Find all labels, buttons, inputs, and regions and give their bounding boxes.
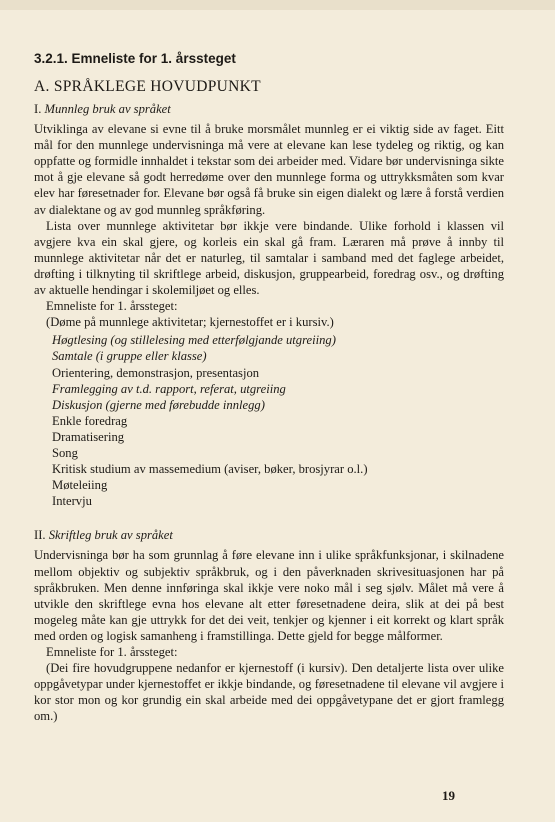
spacer — [34, 509, 504, 527]
subsection-1-number: I. — [34, 102, 42, 116]
subsection-2-title: Skriftleg bruk av språket — [48, 528, 173, 543]
activity-list-item: Høgtlesing (og stillelesing med etterfølgjande utgreiing) — [52, 333, 336, 348]
activity-list-item: Orientering, demonstrasjon, presentasjon — [52, 365, 260, 380]
activity-list-item: Møteleiing — [52, 478, 108, 493]
activity-list-item: Intervju — [52, 494, 92, 509]
subsection-1-title: Munnleg bruk av språket — [44, 102, 171, 116]
page-number: 19 — [442, 788, 455, 803]
subsection-1-note: (Døme på munnlege aktivitetar; kjernestoffet er i kursiv.) — [46, 315, 334, 330]
subsection-1-paragraph-2: Lista over munnlege aktivitetar bør ikkje vere bindande. Ulike forhold i klassen vil avgjere kva ein skal gjere, og korleis ein skal gå fram. Læraren må prøve å innby til munnlege aktivitetar når det er naturleg, til samtalar i samband med det faglege arbeidet, drøfting i tilknyting til skriftlege arbeid, diskusjon, gruppearbeid, foredrag osv., og drøfting av aktuelle hendingar i skolemiljøet og elles. — [34, 218, 504, 298]
subsection-2-emneliste: Emneliste for 1. årssteget: — [46, 645, 178, 659]
subsection-2-heading — [34, 527, 504, 543]
subsection-1-heading — [34, 101, 504, 117]
activity-list-item: Samtale (i gruppe eller klasse) — [52, 349, 207, 364]
section-heading: 3.2.1. Emneliste for 1. årssteget — [34, 51, 236, 66]
subsection-1-emneliste: Emneliste for 1. årssteget: — [46, 299, 178, 314]
subsection-2-paragraph-1: Undervisninga bør ha som grunnlag å føre elevane inn i ulike språkfunksjonar, i skilnadene mellom objektiv og subjektiv språkbruk, og i den påverknaden skrivesituasjonen har på språkbruken. Men denne innføringa skal ikkje vere noko mål i seg sjølv. Målet må vere å utvikle den skriftlege evna hos elevane alt etter føresetnadene deira, slik at dei på best mogeleg måte kan gje uttrykk for det dei veit, tenkjer og kjenner i eit korrekt og klart språk med orden og logisk samanheng i framstillinga. Dette gjeld for begge målformer. — [34, 548, 504, 643]
activity-list — [52, 332, 504, 509]
page-top-edge — [0, 0, 555, 10]
activity-list-item: Song — [52, 445, 78, 460]
page-content — [34, 50, 504, 724]
activity-list-item: Framlegging av t.d. rapport, referat, utgreiing — [52, 381, 286, 396]
subsection-1-paragraph-1: Utviklinga av elevane si evne til å bruke morsmålet munnleg er ei viktig side av faget. Eitt mål for den munnlege undervisninga må vere at elevane kan lese tydeleg og riktig, og kan oppfatte og formidle innhaldet i tekstar som dei arbeider med. Vidare bør undervisninga sikte mot å gje elevane så godt herredøme over den munnlege forma og uttrykksmåten som kvar elev har føresetnader for. Elevane bør også få bruke sin eigen dialekt og lære å forstå verdien av dialektane og av god munnleg språkføring. — [34, 122, 504, 217]
activity-list-item: Kritisk studium av massemedium (aviser, bøker, brosjyrar o.l.) — [52, 462, 368, 477]
subsection-2-note: (Dei fire hovudgruppene nedanfor er kjernestoff (i kursiv). Den detaljerte lista over ulike oppgåvetypar under kjernestoffet er ikkje bindande, og føresetnadene til elevane vil avgjere i kor stor mon og kor grundig ein skal arbeide med dei oppgåvetypane det er gjort framlegg om.) — [34, 661, 504, 724]
activity-list-item: Dramatisering — [52, 429, 125, 444]
subsection-2-number: II. — [34, 528, 46, 543]
part-a-heading: A. SPRÅKLEGE HOVUDPUNKT — [34, 78, 261, 95]
activity-list-item: Enkle foredrag — [52, 413, 128, 428]
activity-list-item: Diskusjon (gjerne med førebudde innlegg) — [52, 397, 265, 412]
